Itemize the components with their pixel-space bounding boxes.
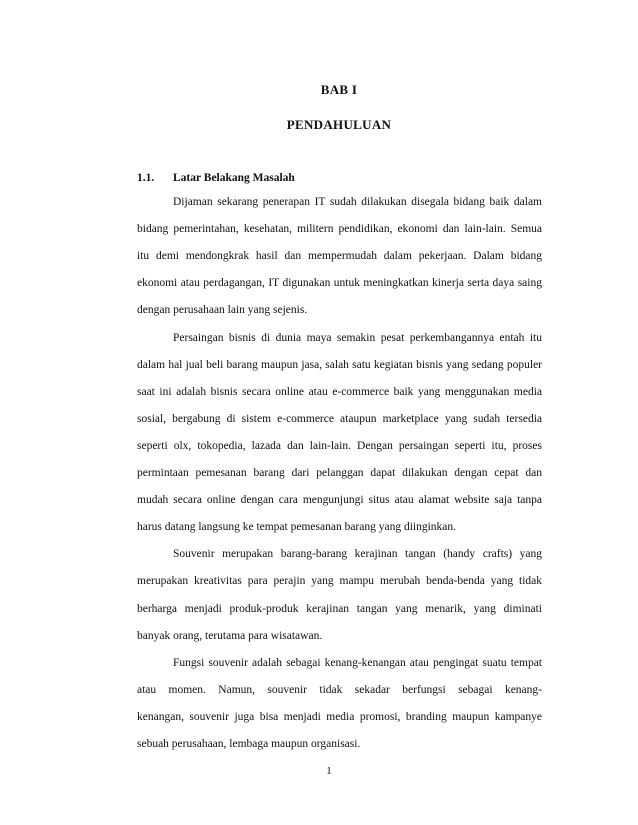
text-line: kenangan, souvenir juga bisa menjadi media promosi, branding maupun kampanye [137,710,542,723]
text-line: harus datang langsung ke tempat pemesanan barang yang diinginkan. [137,521,457,534]
text-line: dengan perusahaan lain yang sejenis. [137,304,308,317]
chapter-number: BAB I [320,82,358,97]
text-line: dalam hal jual beli barang maupun jasa, salah satu kegiatan bisnis yang sedang populer [137,358,542,371]
text-line: sebuah perusahaan, lembaga maupun organisasi. [137,738,361,750]
text-line: sosial, bergabung di sistem e-commerce ataupun marketplace yang sudah tersedia [137,412,542,425]
text-line: permintaan pemesanan barang dari pelanggan dapat dilakukan dengan cepat dan [137,467,542,479]
text-line: atau momen. Namun, souvenir tidak sekadar berfungsi sebagai kenang- [137,683,542,696]
text-line: banyak orang, terutama para wisatawan. [137,629,323,642]
text-line: Dijaman sekarang penerapan IT sudah dilakukan disegala bidang baik dalam [173,196,542,208]
text-line: bidang pemerintahan, kesehatan, militern pendidikan, ekonomi dan lain-lain. Semua [137,223,542,236]
text-line: berharga menjadi produk-produk kerajinan tangan yang menarik, yang diminati [137,602,542,615]
section-heading [137,172,295,184]
text-line: ekonomi atau perdagangan, IT digunakan untuk meningkatkan kinerja serta daya saing [137,277,542,290]
text-line: mudah secara online dengan cara mengunjungi situs atau alamat website saja tanpa [137,494,542,507]
text-line: Souvenir merupakan barang-barang kerajinan tangan (handy crafts) yang [173,548,542,561]
text-line: merupakan kreativitas para perajin yang mampu merubah benda-benda yang tidak [137,575,542,588]
text-line: saat ini adalah bisnis secara online atau e-commerce baik yang menggunakan media [137,385,542,398]
section-number: 1.1. [137,172,155,184]
text-line: Persaingan bisnis di dunia maya semakin pesat perkembangannya entah itu [173,331,542,344]
text-line: Fungsi souvenir adalah sebagai kenang-kenangan atau pengingat suatu tempat [173,656,542,669]
chapter-title: PENDAHULUAN [286,117,392,132]
page-number: 1 [326,765,332,777]
section-title: Latar Belakang Masalah [173,172,295,184]
text-line: seperti olx, tokopedia, lazada dan lain-lain. Dengan persaingan seperti itu, proses [137,439,542,452]
text-line: itu demi mendongkrak hasil dan mempermudah dalam pekerjaan. Dalam bidang [137,250,542,263]
